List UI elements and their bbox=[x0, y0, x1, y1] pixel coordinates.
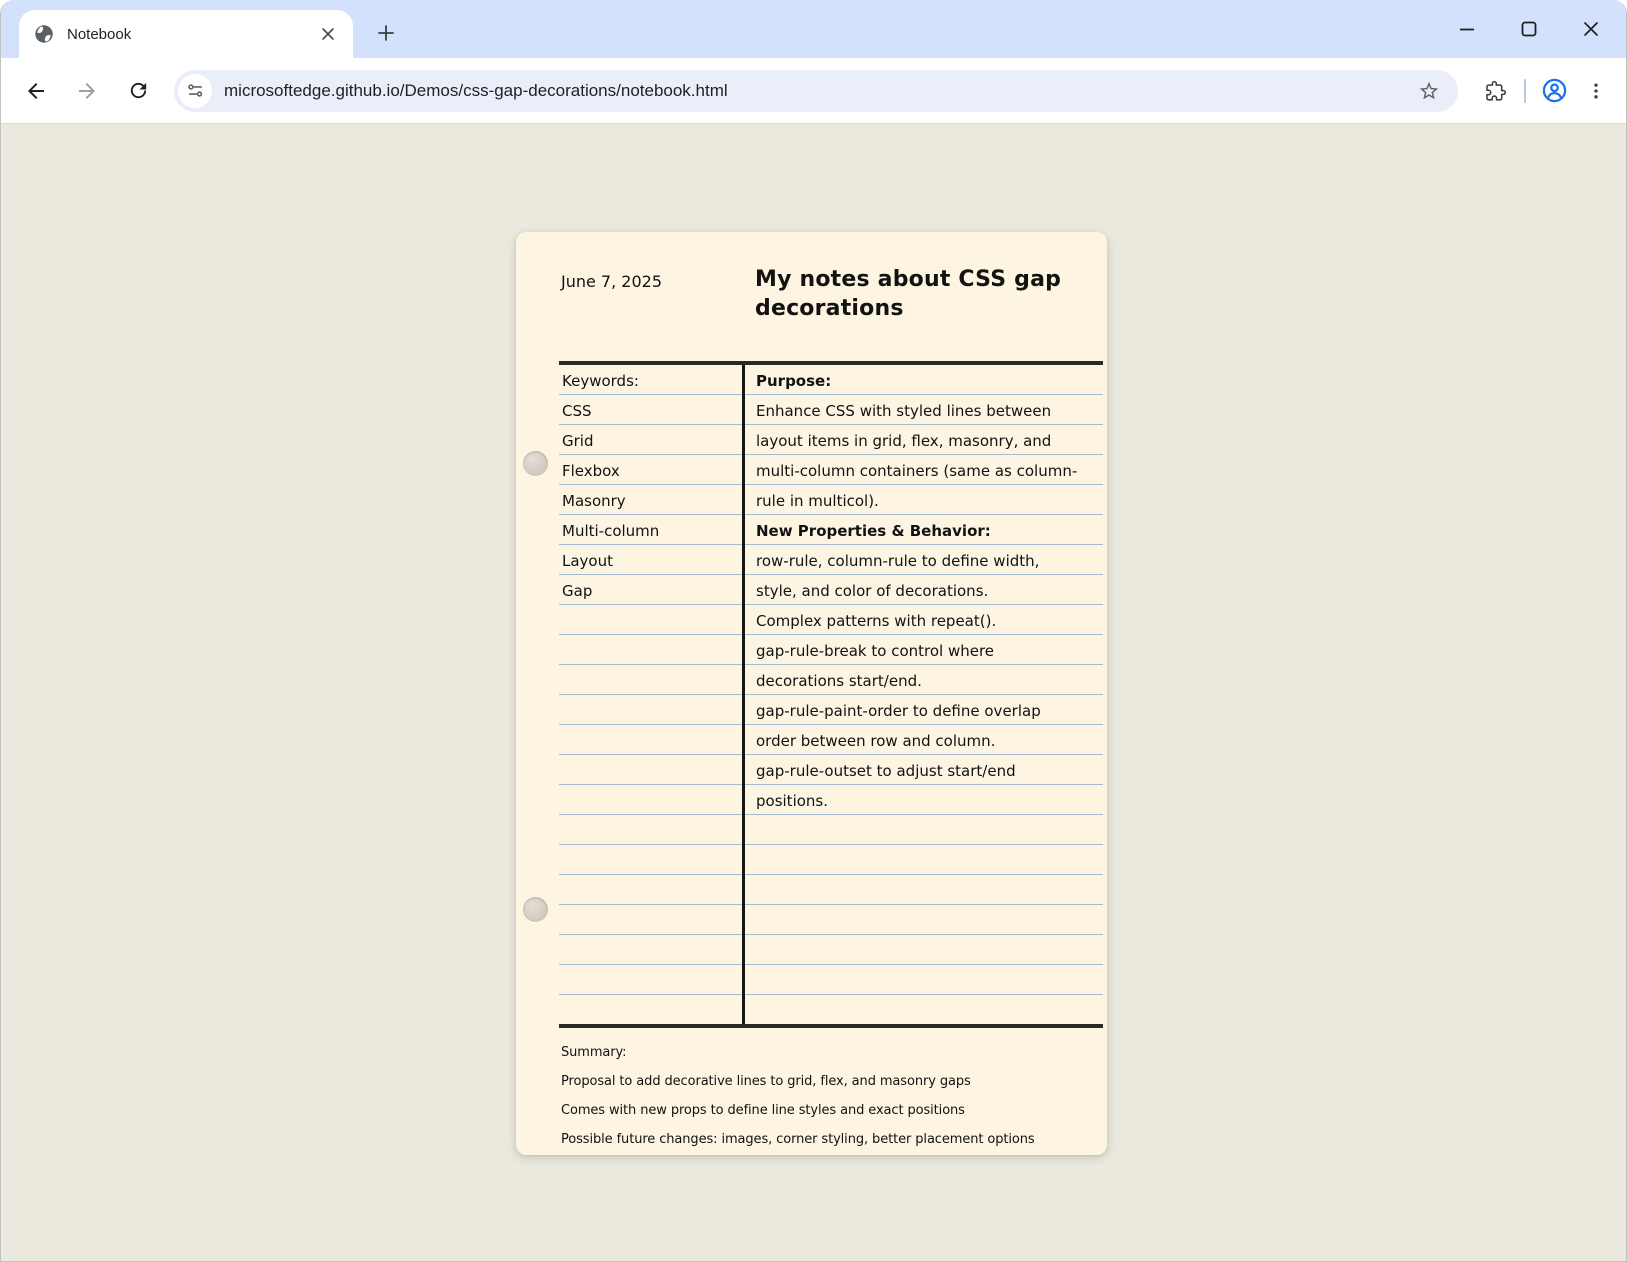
page-background bbox=[1, 124, 1626, 1262]
profile-button[interactable] bbox=[1532, 69, 1576, 113]
purpose-column bbox=[742, 365, 1103, 1024]
table-row bbox=[559, 935, 742, 965]
tab-title: Notebook bbox=[67, 25, 132, 43]
table-row bbox=[745, 425, 1103, 455]
table-row bbox=[745, 605, 1103, 635]
table-row bbox=[745, 395, 1103, 425]
arrow-back-icon bbox=[24, 79, 48, 103]
url-text: microsoftedge.github.io/Demos/css-gap-decorations/notebook.html bbox=[224, 80, 728, 100]
keyword-label bbox=[559, 930, 562, 934]
keywords-column bbox=[559, 365, 742, 1024]
table-row bbox=[745, 965, 1103, 995]
note-line: layout items in grid, flex, masonry, and bbox=[756, 432, 1052, 450]
table-row bbox=[745, 905, 1103, 935]
note-header bbox=[561, 265, 1067, 323]
table-row bbox=[745, 635, 1103, 665]
table-row bbox=[745, 545, 1103, 575]
note-line: Enhance CSS with styled lines between bbox=[756, 402, 1052, 420]
note-line bbox=[745, 900, 756, 904]
note-line: gap-rule-break to control where bbox=[756, 642, 995, 660]
minimize-button[interactable] bbox=[1436, 0, 1498, 58]
note-line: positions. bbox=[756, 792, 828, 810]
keyword-label: Gap bbox=[562, 582, 593, 600]
plus-icon bbox=[377, 24, 395, 42]
table-row bbox=[745, 995, 1103, 1024]
keyword-label bbox=[559, 900, 562, 904]
profile-icon bbox=[1541, 77, 1568, 104]
keyword-label bbox=[559, 990, 562, 994]
reload-button[interactable] bbox=[115, 68, 161, 114]
table-row bbox=[559, 995, 742, 1024]
table-row bbox=[559, 875, 742, 905]
keyword-label bbox=[559, 660, 562, 664]
table-row bbox=[559, 485, 742, 515]
close-icon bbox=[1579, 17, 1603, 41]
keyword-label bbox=[559, 630, 562, 634]
summary-line: Comes with new props to define line styles and exact positions bbox=[561, 1103, 965, 1118]
note-line: row-rule, column-rule to define width, bbox=[756, 552, 1040, 570]
note-line: New Properties & Behavior: bbox=[756, 522, 991, 540]
globe-favicon-icon bbox=[33, 23, 55, 45]
close-icon bbox=[321, 27, 335, 41]
table-row bbox=[745, 485, 1103, 515]
table-row bbox=[559, 515, 742, 545]
table-row bbox=[559, 455, 742, 485]
table-row bbox=[745, 815, 1103, 845]
forward-button[interactable] bbox=[64, 68, 110, 114]
table-row bbox=[559, 605, 742, 635]
new-tab-button[interactable] bbox=[369, 16, 403, 50]
note-line: gap-rule-outset to adjust start/end bbox=[756, 762, 1016, 780]
note-line bbox=[745, 990, 756, 994]
summary-line: Proposal to add decorative lines to grid, flex, and masonry gaps bbox=[561, 1074, 971, 1089]
menu-button[interactable] bbox=[1576, 69, 1616, 113]
star-icon bbox=[1418, 80, 1440, 102]
keyword-label: CSS bbox=[562, 402, 592, 420]
tab-close-button[interactable] bbox=[315, 21, 341, 47]
note-line: style, and color of decorations. bbox=[756, 582, 989, 600]
site-settings-icon bbox=[186, 81, 205, 100]
keyword-label bbox=[559, 720, 562, 724]
extensions-button[interactable] bbox=[1474, 69, 1518, 113]
table-row bbox=[559, 965, 742, 995]
keyword-label bbox=[559, 750, 562, 754]
arrow-forward-icon bbox=[75, 79, 99, 103]
table-row bbox=[559, 575, 742, 605]
browser-toolbar bbox=[1, 58, 1626, 124]
table-row bbox=[559, 695, 742, 725]
keyword-label bbox=[559, 840, 562, 844]
table-row bbox=[559, 725, 742, 755]
note-line bbox=[745, 870, 756, 874]
keyword-label bbox=[559, 960, 562, 964]
notes-table bbox=[559, 361, 1103, 1028]
kebab-menu-icon bbox=[1586, 81, 1606, 101]
note-line: gap-rule-paint-order to define overlap bbox=[756, 702, 1041, 720]
hole-punch bbox=[523, 897, 548, 922]
note-line bbox=[745, 960, 756, 964]
summary-lines bbox=[561, 1067, 1097, 1154]
table-row bbox=[745, 575, 1103, 605]
table-row bbox=[745, 935, 1103, 965]
table-row bbox=[745, 365, 1103, 395]
maximize-icon bbox=[1517, 17, 1541, 41]
keyword-label: Layout bbox=[562, 552, 613, 570]
note-card bbox=[516, 232, 1107, 1155]
keyword-label bbox=[559, 810, 562, 814]
table-row bbox=[745, 665, 1103, 695]
summary-line: Possible future changes: images, corner styling, better placement options bbox=[561, 1132, 1035, 1147]
close-window-button[interactable] bbox=[1560, 0, 1622, 58]
table-row bbox=[559, 545, 742, 575]
hole-punch bbox=[523, 451, 548, 476]
note-line bbox=[745, 1020, 756, 1024]
note-line: order between row and column. bbox=[756, 732, 996, 750]
note-line: decorations start/end. bbox=[756, 672, 922, 690]
table-row bbox=[559, 845, 742, 875]
toolbar-separator bbox=[1524, 79, 1526, 103]
table-row bbox=[745, 845, 1103, 875]
reload-icon bbox=[127, 79, 150, 102]
maximize-button[interactable] bbox=[1498, 0, 1560, 58]
browser-tab[interactable] bbox=[19, 10, 353, 58]
keyword-label: Multi-column bbox=[562, 522, 660, 540]
note-title: My notes about CSS gap decorations bbox=[755, 267, 1062, 322]
table-row bbox=[559, 425, 742, 455]
table-row bbox=[559, 785, 742, 815]
table-row bbox=[745, 515, 1103, 545]
table-row bbox=[559, 815, 742, 845]
note-line: multi-column containers (same as column- bbox=[756, 462, 1078, 480]
tab-strip bbox=[1, 0, 1626, 58]
keyword-label: Keywords: bbox=[562, 372, 639, 390]
keyword-label bbox=[559, 1020, 562, 1024]
table-row bbox=[745, 755, 1103, 785]
table-row bbox=[559, 755, 742, 785]
keyword-label: Masonry bbox=[562, 492, 626, 510]
summary-section bbox=[561, 1038, 1097, 1154]
address-bar[interactable] bbox=[174, 70, 1458, 112]
table-row bbox=[559, 395, 742, 425]
table-row bbox=[559, 665, 742, 695]
note-line: rule in multicol). bbox=[756, 492, 879, 510]
note-line bbox=[745, 840, 756, 844]
table-row bbox=[559, 365, 742, 395]
table-row bbox=[559, 905, 742, 935]
note-line bbox=[745, 930, 756, 934]
table-row bbox=[745, 725, 1103, 755]
keyword-label bbox=[559, 780, 562, 784]
site-info-button[interactable] bbox=[178, 74, 212, 108]
table-row bbox=[745, 785, 1103, 815]
note-line: Purpose: bbox=[756, 372, 832, 390]
table-row bbox=[745, 875, 1103, 905]
note-line: Complex patterns with repeat(). bbox=[756, 612, 997, 630]
minimize-icon bbox=[1455, 17, 1479, 41]
keyword-label: Grid bbox=[562, 432, 594, 450]
summary-label: Summary: bbox=[561, 1045, 627, 1060]
table-row bbox=[745, 455, 1103, 485]
window-controls bbox=[1436, 0, 1622, 58]
table-row bbox=[745, 695, 1103, 725]
bookmark-button[interactable] bbox=[1412, 74, 1446, 108]
table-row bbox=[559, 635, 742, 665]
note-date: June 7, 2025 bbox=[561, 272, 662, 291]
keyword-label: Flexbox bbox=[562, 462, 620, 480]
puzzle-icon bbox=[1485, 80, 1507, 102]
keyword-label bbox=[559, 690, 562, 694]
keyword-label bbox=[559, 870, 562, 874]
back-button[interactable] bbox=[13, 68, 59, 114]
